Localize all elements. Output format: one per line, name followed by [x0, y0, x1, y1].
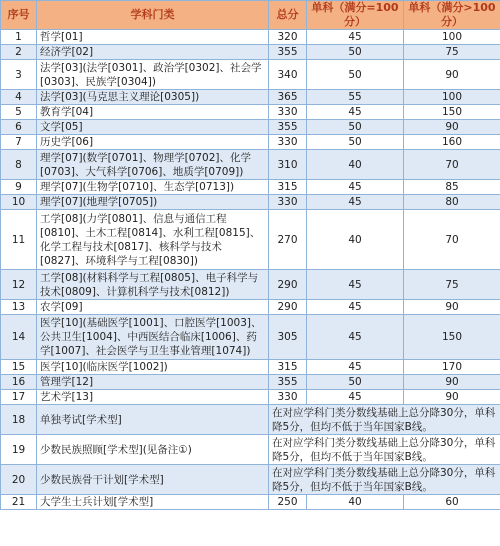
row-category: 医学[10](临床医学[1002]) — [37, 360, 269, 375]
row-note: 在对应学科门类分数线基础上总分降30分，单科降5分，但均不低于当年国家B线。 — [269, 405, 500, 435]
table-row — [1, 300, 500, 315]
row-single-over: 80 — [404, 195, 500, 210]
row-total: 320 — [269, 30, 307, 45]
row-total: 330 — [269, 105, 307, 120]
row-category: 管理学[12] — [37, 375, 269, 390]
row-category: 理学[07](数学[0701]、物理学[0702]、化学[0703]、大气科学[0706]、地质学[0709]) — [37, 150, 269, 180]
row-no: 8 — [1, 150, 37, 180]
table-row — [1, 60, 500, 90]
row-category: 法学[03](马克思主义理论[0305]) — [37, 90, 269, 105]
row-no: 7 — [1, 135, 37, 150]
row-single-100: 45 — [307, 270, 404, 300]
row-single-100: 45 — [307, 390, 404, 405]
row-total: 250 — [269, 495, 307, 510]
table-row — [1, 270, 500, 300]
table-row — [1, 465, 500, 495]
row-total: 355 — [269, 375, 307, 390]
row-single-over: 90 — [404, 375, 500, 390]
row-total: 340 — [269, 60, 307, 90]
row-no: 15 — [1, 360, 37, 375]
row-single-100: 40 — [307, 495, 404, 510]
row-total: 330 — [269, 135, 307, 150]
row-total: 290 — [269, 300, 307, 315]
row-category: 文学[05] — [37, 120, 269, 135]
row-single-over: 160 — [404, 135, 500, 150]
row-single-over: 75 — [404, 45, 500, 60]
row-single-100: 45 — [307, 105, 404, 120]
header-total: 总分 — [269, 1, 307, 30]
row-category: 少数民族骨干计划[学术型] — [37, 465, 269, 495]
row-total: 330 — [269, 195, 307, 210]
row-category: 单独考试[学术型] — [37, 405, 269, 435]
table-row — [1, 195, 500, 210]
row-single-over: 100 — [404, 90, 500, 105]
row-no: 19 — [1, 435, 37, 465]
row-total: 315 — [269, 360, 307, 375]
row-no: 2 — [1, 45, 37, 60]
table-row — [1, 90, 500, 105]
row-single-100: 45 — [307, 30, 404, 45]
row-single-100: 45 — [307, 180, 404, 195]
table-row — [1, 105, 500, 120]
table-row — [1, 390, 500, 405]
row-single-over: 70 — [404, 150, 500, 180]
table-row — [1, 180, 500, 195]
table-row — [1, 375, 500, 390]
row-category: 少数民族照顾[学术型](见备注①) — [37, 435, 269, 465]
row-single-100: 40 — [307, 210, 404, 270]
table-row — [1, 120, 500, 135]
row-single-100: 50 — [307, 45, 404, 60]
row-single-over: 70 — [404, 210, 500, 270]
header-single-100: 单科（满分=100分） — [307, 1, 404, 30]
row-no: 17 — [1, 390, 37, 405]
row-single-over: 90 — [404, 120, 500, 135]
row-no: 10 — [1, 195, 37, 210]
row-no: 11 — [1, 210, 37, 270]
row-single-100: 45 — [307, 360, 404, 375]
row-single-over: 90 — [404, 390, 500, 405]
row-single-over: 85 — [404, 180, 500, 195]
table-row — [1, 360, 500, 375]
row-single-over: 170 — [404, 360, 500, 375]
row-category: 医学[10](基础医学[1001]、口腔医学[1003]、公共卫生[1004]、中西医结合临床[1006]、药学[1007]、社会医学与卫生事业管理[1074]) — [37, 315, 269, 360]
row-single-over: 150 — [404, 105, 500, 120]
row-total: 270 — [269, 210, 307, 270]
row-category: 艺术学[13] — [37, 390, 269, 405]
row-single-over: 75 — [404, 270, 500, 300]
row-total: 310 — [269, 150, 307, 180]
table-row — [1, 315, 500, 360]
header-row — [1, 1, 500, 30]
header-category: 学科门类 — [37, 1, 269, 30]
row-single-100: 55 — [307, 90, 404, 105]
row-total: 355 — [269, 120, 307, 135]
row-category: 农学[09] — [37, 300, 269, 315]
table-row — [1, 495, 500, 510]
row-no: 3 — [1, 60, 37, 90]
row-no: 6 — [1, 120, 37, 135]
row-note: 在对应学科门类分数线基础上总分降30分，单科降5分，但均不低于当年国家B线。 — [269, 465, 500, 495]
row-single-100: 50 — [307, 135, 404, 150]
row-no: 21 — [1, 495, 37, 510]
row-no: 16 — [1, 375, 37, 390]
row-category: 历史学[06] — [37, 135, 269, 150]
row-no: 4 — [1, 90, 37, 105]
row-no: 20 — [1, 465, 37, 495]
table-body — [1, 30, 500, 510]
row-total: 355 — [269, 45, 307, 60]
row-no: 9 — [1, 180, 37, 195]
row-category: 理学[07](地理学[0705]) — [37, 195, 269, 210]
row-single-over: 60 — [404, 495, 500, 510]
row-no: 1 — [1, 30, 37, 45]
row-no: 5 — [1, 105, 37, 120]
row-category: 哲学[01] — [37, 30, 269, 45]
table-row — [1, 435, 500, 465]
row-no: 14 — [1, 315, 37, 360]
table-row — [1, 210, 500, 270]
row-category: 教育学[04] — [37, 105, 269, 120]
header-no: 序号 — [1, 1, 37, 30]
row-total: 315 — [269, 180, 307, 195]
table-row — [1, 30, 500, 45]
row-single-over: 100 — [404, 30, 500, 45]
row-category: 大学生士兵计划[学术型] — [37, 495, 269, 510]
table-row — [1, 405, 500, 435]
row-single-over: 90 — [404, 300, 500, 315]
row-note: 在对应学科门类分数线基础上总分降30分，单科降5分，但均不低于当年国家B线。 — [269, 435, 500, 465]
row-category: 理学[07](生物学[0710]、生态学[0713]) — [37, 180, 269, 195]
row-category: 工学[08](材料科学与工程[0805]、电子科学与技术[0809]、计算机科学与技术[0812]) — [37, 270, 269, 300]
row-single-100: 50 — [307, 375, 404, 390]
row-no: 12 — [1, 270, 37, 300]
row-total: 305 — [269, 315, 307, 360]
row-total: 290 — [269, 270, 307, 300]
header-single-over: 单科（满分>100分） — [404, 1, 500, 30]
row-no: 13 — [1, 300, 37, 315]
table-row — [1, 150, 500, 180]
table-row — [1, 135, 500, 150]
row-single-over: 150 — [404, 315, 500, 360]
row-single-100: 50 — [307, 60, 404, 90]
row-category: 工学[08](力学[0801]、信息与通信工程[0810]、土木工程[0814]、水利工程[0815]、化学工程与技术[0817]、核科学与技术[0827]、环境科学与工程[0830]) — [37, 210, 269, 270]
row-category: 经济学[02] — [37, 45, 269, 60]
row-total: 365 — [269, 90, 307, 105]
row-single-over: 90 — [404, 60, 500, 90]
row-single-100: 45 — [307, 195, 404, 210]
row-single-100: 50 — [307, 120, 404, 135]
row-single-100: 45 — [307, 300, 404, 315]
table-row — [1, 45, 500, 60]
row-total: 330 — [269, 390, 307, 405]
row-single-100: 45 — [307, 315, 404, 360]
row-single-100: 40 — [307, 150, 404, 180]
row-category: 法学[03](法学[0301]、政治学[0302]、社会学[0303]、民族学[0304]) — [37, 60, 269, 90]
row-no: 18 — [1, 405, 37, 435]
